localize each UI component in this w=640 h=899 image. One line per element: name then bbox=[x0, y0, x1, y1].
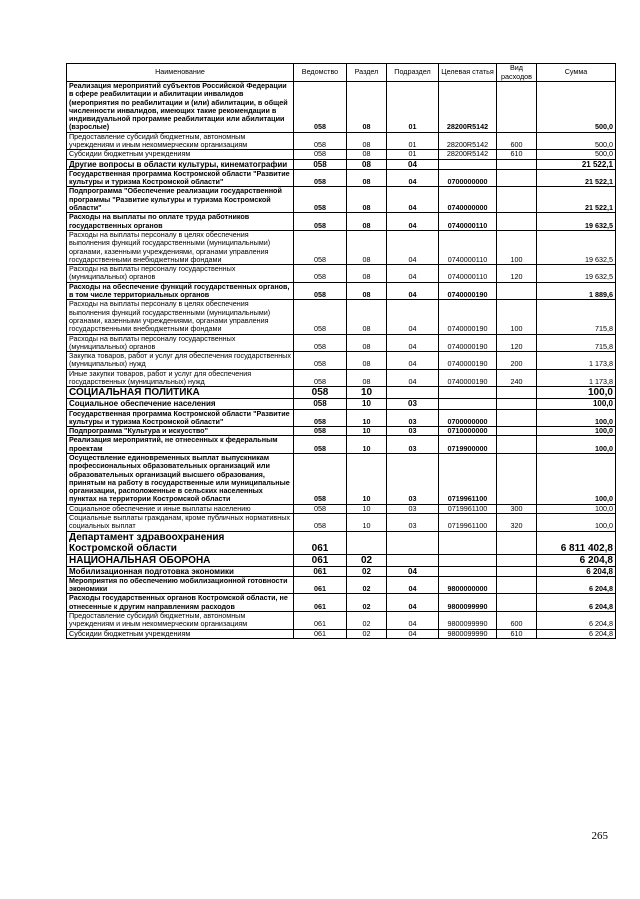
row-sum: 6 204,8 bbox=[537, 566, 616, 576]
table-body bbox=[67, 82, 616, 639]
row-sum: 19 632,5 bbox=[537, 265, 616, 283]
row-name: Государственная программа Костромской области "Развитие культуры и туризма Костромской области" bbox=[67, 409, 294, 427]
row-section bbox=[347, 531, 387, 554]
row-kind: 120 bbox=[497, 265, 537, 283]
table-row bbox=[67, 612, 616, 630]
table-row bbox=[67, 453, 616, 504]
row-subsection: 01 bbox=[387, 132, 439, 150]
table-row bbox=[67, 514, 616, 532]
row-section: 02 bbox=[347, 554, 387, 566]
row-dept: 058 bbox=[294, 436, 347, 454]
row-name: Государственная программа Костромской области "Развитие культуры и туризма Костромской области" bbox=[67, 169, 294, 187]
row-dept: 061 bbox=[294, 531, 347, 554]
row-subsection: 04 bbox=[387, 369, 439, 387]
row-target: 0740000190 bbox=[439, 369, 497, 387]
row-sum: 100,0 bbox=[537, 427, 616, 436]
table-row bbox=[67, 213, 616, 231]
row-kind: 600 bbox=[497, 132, 537, 150]
row-sum: 1 889,6 bbox=[537, 282, 616, 300]
header-target: Целевая статья bbox=[439, 64, 497, 82]
row-dept: 061 bbox=[294, 554, 347, 566]
table-row bbox=[67, 187, 616, 213]
row-target: 0719961100 bbox=[439, 504, 497, 513]
row-kind bbox=[497, 213, 537, 231]
header-dept: Ведомство bbox=[294, 64, 347, 82]
row-subsection: 04 bbox=[387, 169, 439, 187]
row-subsection bbox=[387, 387, 439, 399]
table-row bbox=[67, 554, 616, 566]
row-sum: 19 632,5 bbox=[537, 230, 616, 264]
row-sum: 100,0 bbox=[537, 409, 616, 427]
row-dept: 058 bbox=[294, 334, 347, 352]
row-target: 0740000190 bbox=[439, 334, 497, 352]
row-target: 0740000000 bbox=[439, 187, 497, 213]
row-target: 0700000000 bbox=[439, 409, 497, 427]
row-dept: 058 bbox=[294, 352, 347, 370]
row-sum: 21 522,1 bbox=[537, 169, 616, 187]
row-name: Расходы на обеспечение функций государственных органов, в том числе территориальных органов bbox=[67, 282, 294, 300]
row-target: 0719900000 bbox=[439, 436, 497, 454]
table-row bbox=[67, 629, 616, 638]
row-sum: 21 522,1 bbox=[537, 159, 616, 169]
row-sum: 100,0 bbox=[537, 436, 616, 454]
row-sum: 6 204,8 bbox=[537, 629, 616, 638]
row-dept: 061 bbox=[294, 612, 347, 630]
row-subsection: 01 bbox=[387, 82, 439, 133]
row-section: 08 bbox=[347, 334, 387, 352]
row-kind: 610 bbox=[497, 150, 537, 159]
row-name: Подпрограмма "Культура и искусство" bbox=[67, 427, 294, 436]
row-name: Субсидии бюджетным учреждениям bbox=[67, 150, 294, 159]
table-row bbox=[67, 230, 616, 264]
table-header-row bbox=[67, 64, 616, 82]
table-row bbox=[67, 352, 616, 370]
row-kind bbox=[497, 409, 537, 427]
row-sum: 715,8 bbox=[537, 300, 616, 334]
row-kind bbox=[497, 554, 537, 566]
row-section: 08 bbox=[347, 300, 387, 334]
table-row bbox=[67, 282, 616, 300]
row-section: 10 bbox=[347, 514, 387, 532]
row-target: 9800099990 bbox=[439, 629, 497, 638]
table-row bbox=[67, 436, 616, 454]
row-kind bbox=[497, 387, 537, 399]
row-kind bbox=[497, 169, 537, 187]
row-target: 0719961100 bbox=[439, 514, 497, 532]
row-section: 08 bbox=[347, 265, 387, 283]
row-kind: 320 bbox=[497, 514, 537, 532]
row-name: Расходы государственных органов Костромской области, не отнесенные к другим направлениям расходов bbox=[67, 594, 294, 612]
row-dept: 058 bbox=[294, 300, 347, 334]
row-kind bbox=[497, 531, 537, 554]
row-subsection: 04 bbox=[387, 566, 439, 576]
table-row bbox=[67, 566, 616, 576]
row-dept: 061 bbox=[294, 566, 347, 576]
row-kind bbox=[497, 453, 537, 504]
row-dept: 058 bbox=[294, 282, 347, 300]
table-row bbox=[67, 159, 616, 169]
header-subsection: Подраздел bbox=[387, 64, 439, 82]
row-dept: 058 bbox=[294, 150, 347, 159]
row-section: 10 bbox=[347, 453, 387, 504]
table-row bbox=[67, 594, 616, 612]
row-dept: 058 bbox=[294, 132, 347, 150]
row-sum: 500,0 bbox=[537, 132, 616, 150]
row-sum: 6 204,8 bbox=[537, 612, 616, 630]
row-dept: 058 bbox=[294, 369, 347, 387]
row-section: 08 bbox=[347, 187, 387, 213]
row-sum: 500,0 bbox=[537, 150, 616, 159]
row-section: 08 bbox=[347, 282, 387, 300]
row-section: 08 bbox=[347, 213, 387, 231]
budget-table bbox=[66, 63, 616, 639]
row-section: 08 bbox=[347, 132, 387, 150]
row-target: 28200R5142 bbox=[439, 82, 497, 133]
row-subsection: 04 bbox=[387, 265, 439, 283]
row-kind: 100 bbox=[497, 230, 537, 264]
row-subsection: 03 bbox=[387, 504, 439, 513]
header-name: Наименование bbox=[67, 64, 294, 82]
table-row bbox=[67, 531, 616, 554]
row-name: Расходы на выплаты персоналу государственных (муниципальных) органов bbox=[67, 265, 294, 283]
row-sum: 1 173,8 bbox=[537, 369, 616, 387]
table-row bbox=[67, 369, 616, 387]
row-subsection: 03 bbox=[387, 399, 439, 409]
row-kind bbox=[497, 427, 537, 436]
row-target bbox=[439, 554, 497, 566]
row-section: 02 bbox=[347, 576, 387, 594]
table-row bbox=[67, 169, 616, 187]
row-dept: 061 bbox=[294, 594, 347, 612]
row-subsection: 03 bbox=[387, 409, 439, 427]
row-section: 08 bbox=[347, 352, 387, 370]
table-row bbox=[67, 576, 616, 594]
row-dept: 058 bbox=[294, 387, 347, 399]
row-name: НАЦИОНАЛЬНАЯ ОБОРОНА bbox=[67, 554, 294, 566]
row-name: Осуществление единовременных выплат выпускникам профессиональных образовательных организаций или образовательных организаций высшего образования, принятым на работу в государственные или муниципальные организации, расположенные в сельских населенных пунктах на территории Костромской области bbox=[67, 453, 294, 504]
row-dept: 058 bbox=[294, 169, 347, 187]
row-name: Департамент здравоохранения Костромской области bbox=[67, 531, 294, 554]
row-subsection: 04 bbox=[387, 230, 439, 264]
header-sum: Сумма bbox=[537, 64, 616, 82]
row-kind bbox=[497, 436, 537, 454]
row-section: 02 bbox=[347, 629, 387, 638]
row-section: 02 bbox=[347, 566, 387, 576]
row-subsection: 04 bbox=[387, 594, 439, 612]
row-sum: 6 204,8 bbox=[537, 594, 616, 612]
row-sum: 100,0 bbox=[537, 514, 616, 532]
row-kind: 610 bbox=[497, 629, 537, 638]
row-target: 0740000110 bbox=[439, 213, 497, 231]
row-section: 08 bbox=[347, 150, 387, 159]
row-name: Подпрограмма "Обеспечение реализации государственной программы "Развитие культуры и туризма Костромской области" bbox=[67, 187, 294, 213]
row-target: 28200R5142 bbox=[439, 150, 497, 159]
row-sum: 19 632,5 bbox=[537, 213, 616, 231]
table-row bbox=[67, 132, 616, 150]
row-target: 9800000000 bbox=[439, 576, 497, 594]
row-dept: 058 bbox=[294, 82, 347, 133]
row-subsection bbox=[387, 554, 439, 566]
row-subsection: 04 bbox=[387, 282, 439, 300]
row-kind bbox=[497, 187, 537, 213]
row-target: 0710000000 bbox=[439, 427, 497, 436]
row-target: 28200R5142 bbox=[439, 132, 497, 150]
row-name: Расходы на выплаты персоналу государственных (муниципальных) органов bbox=[67, 334, 294, 352]
row-section: 10 bbox=[347, 399, 387, 409]
row-sum: 715,8 bbox=[537, 334, 616, 352]
row-sum: 100,0 bbox=[537, 504, 616, 513]
row-name: Закупка товаров, работ и услуг для обеспечения государственных (муниципальных) нужд bbox=[67, 352, 294, 370]
row-name: Расходы на выплаты персоналу в целях обеспечения выполнения функций государственными (муниципальными) органами, казенными учреждениями, органами управления государственными внебюджетными фондами bbox=[67, 300, 294, 334]
row-subsection: 03 bbox=[387, 453, 439, 504]
row-target bbox=[439, 399, 497, 409]
row-subsection: 04 bbox=[387, 213, 439, 231]
row-target: 0740000110 bbox=[439, 230, 497, 264]
row-subsection bbox=[387, 531, 439, 554]
row-dept: 058 bbox=[294, 265, 347, 283]
row-kind: 200 bbox=[497, 352, 537, 370]
row-target bbox=[439, 531, 497, 554]
row-section: 08 bbox=[347, 82, 387, 133]
row-name: СОЦИАЛЬНАЯ ПОЛИТИКА bbox=[67, 387, 294, 399]
table-row bbox=[67, 265, 616, 283]
row-kind: 300 bbox=[497, 504, 537, 513]
header-section: Раздел bbox=[347, 64, 387, 82]
row-dept: 058 bbox=[294, 159, 347, 169]
row-target: 9800099990 bbox=[439, 594, 497, 612]
table-row bbox=[67, 82, 616, 133]
row-name: Субсидии бюджетным учреждениям bbox=[67, 629, 294, 638]
row-target: 0740000110 bbox=[439, 265, 497, 283]
row-kind bbox=[497, 282, 537, 300]
row-sum: 6 204,8 bbox=[537, 576, 616, 594]
row-sum: 1 173,8 bbox=[537, 352, 616, 370]
row-subsection: 03 bbox=[387, 436, 439, 454]
row-kind bbox=[497, 594, 537, 612]
row-name: Предоставление субсидий бюджетным, автономным учреждениям и иным некоммерческим организациям bbox=[67, 132, 294, 150]
row-sum: 100,0 bbox=[537, 399, 616, 409]
row-subsection: 04 bbox=[387, 612, 439, 630]
row-subsection: 04 bbox=[387, 576, 439, 594]
row-subsection: 04 bbox=[387, 352, 439, 370]
table-row bbox=[67, 300, 616, 334]
row-subsection: 04 bbox=[387, 300, 439, 334]
row-target: 9800099990 bbox=[439, 612, 497, 630]
row-name: Расходы на выплаты по оплате труда работников государственных органов bbox=[67, 213, 294, 231]
row-target bbox=[439, 159, 497, 169]
row-sum: 6 204,8 bbox=[537, 554, 616, 566]
row-subsection: 04 bbox=[387, 187, 439, 213]
row-section: 10 bbox=[347, 427, 387, 436]
row-subsection: 04 bbox=[387, 629, 439, 638]
table-row bbox=[67, 334, 616, 352]
row-name: Социальное обеспечение и иные выплаты населению bbox=[67, 504, 294, 513]
row-sum: 21 522,1 bbox=[537, 187, 616, 213]
row-kind: 120 bbox=[497, 334, 537, 352]
row-sum: 100,0 bbox=[537, 453, 616, 504]
row-name: Мероприятия по обеспечению мобилизационной готовности экономики bbox=[67, 576, 294, 594]
header-kind: Вид расходов bbox=[497, 64, 537, 82]
row-name: Социальное обеспечение населения bbox=[67, 399, 294, 409]
row-name: Реализация мероприятий субъектов Российской Федерации в сфере реабилитации и абилитации инвалидов (мероприятия по реабилитации и (или) абилитации, в общей численности инвалидов, имеющих такие рекомендации в индивидуальной программе реабилитации или абилитации (взрослые) bbox=[67, 82, 294, 133]
row-dept: 058 bbox=[294, 213, 347, 231]
table-row bbox=[67, 399, 616, 409]
row-kind bbox=[497, 576, 537, 594]
row-section: 02 bbox=[347, 594, 387, 612]
row-target bbox=[439, 387, 497, 399]
row-section: 10 bbox=[347, 436, 387, 454]
row-section: 08 bbox=[347, 169, 387, 187]
row-sum: 500,0 bbox=[537, 82, 616, 133]
row-subsection: 04 bbox=[387, 159, 439, 169]
row-target: 0740000190 bbox=[439, 352, 497, 370]
table-row bbox=[67, 409, 616, 427]
row-name: Мобилизационная подготовка экономики bbox=[67, 566, 294, 576]
row-section: 08 bbox=[347, 230, 387, 264]
row-section: 08 bbox=[347, 369, 387, 387]
row-section: 08 bbox=[347, 159, 387, 169]
row-kind: 100 bbox=[497, 300, 537, 334]
row-target bbox=[439, 566, 497, 576]
row-dept: 061 bbox=[294, 576, 347, 594]
page-number: 265 bbox=[591, 830, 608, 842]
row-dept: 058 bbox=[294, 427, 347, 436]
row-name: Предоставление субсидий бюджетным, автономным учреждениям и иным некоммерческим организациям bbox=[67, 612, 294, 630]
row-name: Иные закупки товаров, работ и услуг для обеспечения государственных (муниципальных) нужд bbox=[67, 369, 294, 387]
row-sum: 6 811 402,8 bbox=[537, 531, 616, 554]
row-section: 10 bbox=[347, 409, 387, 427]
row-section: 02 bbox=[347, 612, 387, 630]
row-kind bbox=[497, 159, 537, 169]
table-row bbox=[67, 150, 616, 159]
row-name: Социальные выплаты гражданам, кроме публичных нормативных социальных выплат bbox=[67, 514, 294, 532]
row-target: 0740000190 bbox=[439, 300, 497, 334]
row-subsection: 04 bbox=[387, 334, 439, 352]
row-name: Реализация мероприятий, не отнесенных к федеральным проектам bbox=[67, 436, 294, 454]
row-subsection: 01 bbox=[387, 150, 439, 159]
row-dept: 058 bbox=[294, 230, 347, 264]
row-name: Расходы на выплаты персоналу в целях обеспечения выполнения функций государственными (муниципальными) органами, казенными учреждениями, органами управления государственными внебюджетными фондами bbox=[67, 230, 294, 264]
row-dept: 058 bbox=[294, 409, 347, 427]
row-kind bbox=[497, 82, 537, 133]
row-kind bbox=[497, 399, 537, 409]
row-subsection: 03 bbox=[387, 427, 439, 436]
row-section: 10 bbox=[347, 504, 387, 513]
row-section: 10 bbox=[347, 387, 387, 399]
row-dept: 058 bbox=[294, 504, 347, 513]
row-sum: 100,0 bbox=[537, 387, 616, 399]
row-target: 0719961100 bbox=[439, 453, 497, 504]
row-dept: 058 bbox=[294, 514, 347, 532]
row-dept: 058 bbox=[294, 453, 347, 504]
table-row bbox=[67, 387, 616, 399]
row-subsection: 03 bbox=[387, 514, 439, 532]
row-name: Другие вопросы в области культуры, кинематографии bbox=[67, 159, 294, 169]
row-dept: 061 bbox=[294, 629, 347, 638]
row-kind: 600 bbox=[497, 612, 537, 630]
row-kind: 240 bbox=[497, 369, 537, 387]
row-dept: 058 bbox=[294, 399, 347, 409]
row-kind bbox=[497, 566, 537, 576]
row-dept: 058 bbox=[294, 187, 347, 213]
row-target: 0700000000 bbox=[439, 169, 497, 187]
row-target: 0740000190 bbox=[439, 282, 497, 300]
